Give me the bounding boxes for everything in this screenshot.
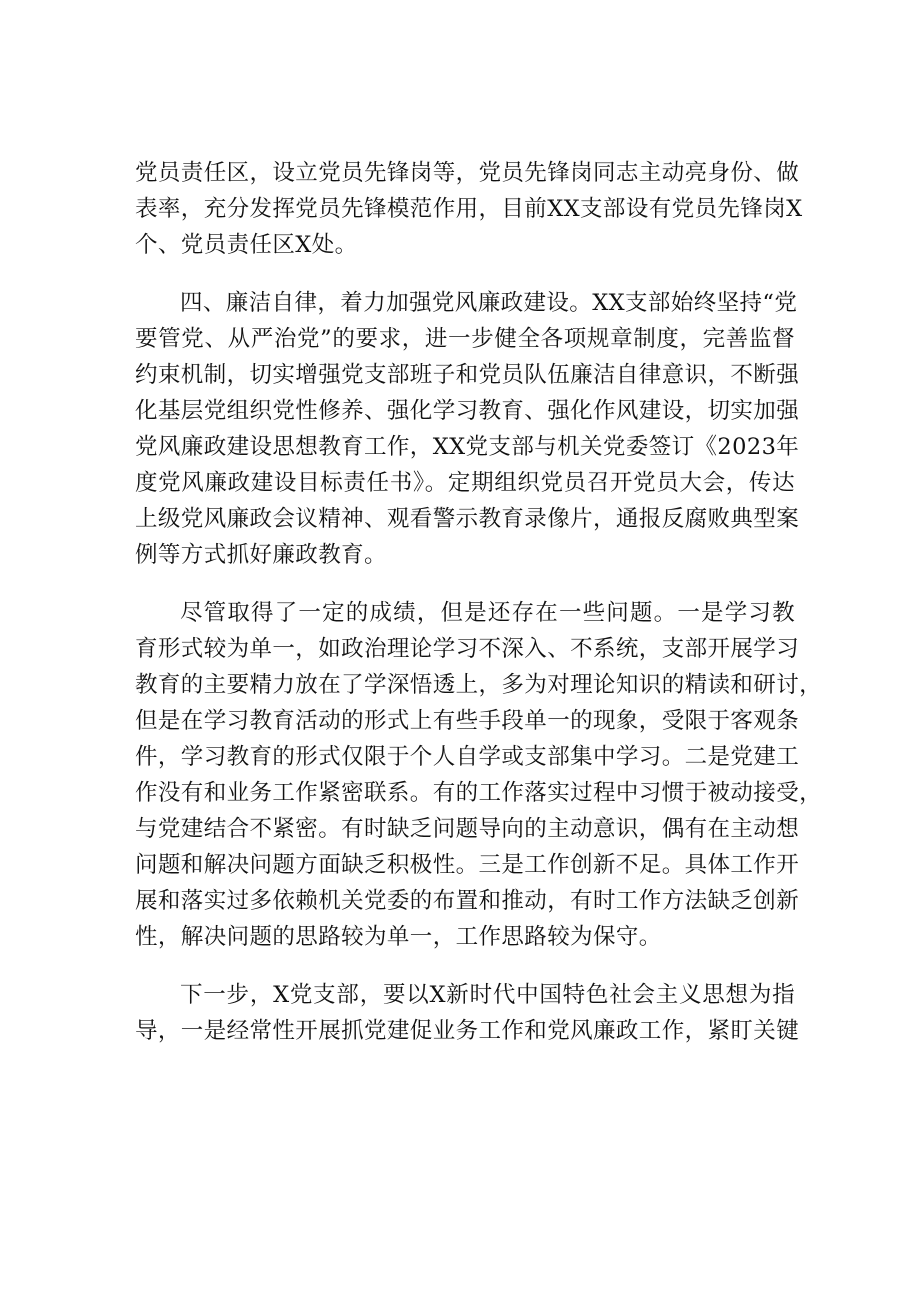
text-line: 导，一是经常性开展抓党建促业务工作和党风廉政工作，紧盯关键 <box>135 1018 800 1044</box>
text-line: 问题和解决问题方面缺乏积极性。三是工作创新不足。具体工作开 <box>135 852 800 878</box>
text-line: 例等方式抓好廉政教育。 <box>135 542 387 568</box>
paragraph-4 <box>135 977 800 1049</box>
text-line: 上级党风廉政会议精神、观看警示教育录像片，通报反腐败典型案 <box>135 506 800 532</box>
text-line: 育形式较为单一，如政治理论学习不深入、不系统，支部开展学习 <box>135 636 800 662</box>
text-line: 个、党员责任区X处。 <box>135 232 358 258</box>
text-line: 要管党、从严治党”的要求，进一步健全各项规章制度，完善监督 <box>135 326 795 352</box>
text-line: 下一步，X党支部，要以X新时代中国特色社会主义思想为指 <box>180 982 795 1008</box>
text-line: 党员责任区，设立党员先锋岗等，党员先锋岗同志主动亮身份、做 <box>135 160 800 186</box>
text-line: 化基层党组织党性修养、强化学习教育、强化作风建设，切实加强 <box>135 398 800 424</box>
text-line: 尽管取得了一定的成绩，但是还存在一些问题。一是学习教 <box>180 600 795 626</box>
text-line: 但是在学习教育活动的形式上有些手段单一的现象，受限于客观条 <box>135 708 800 734</box>
text-line: 教育的主要精力放在了学深悟透上，多为对理论知识的精读和研讨， <box>135 672 823 698</box>
text-line: 四、廉洁自律，着力加强党风廉政建设。XX支部始终坚持“党 <box>180 290 798 316</box>
text-line: 性，解决问题的思路较为单一，工作思路较为保守。 <box>135 924 662 950</box>
paragraph-3 <box>135 595 823 955</box>
text-line: 约束机制，切实增强党支部班子和党员队伍廉洁自律意识，不断强 <box>135 362 800 388</box>
document-body <box>135 155 823 1071</box>
text-line: 表率，充分发挥党员先锋模范作用，目前XX支部设有党员先锋岗X <box>135 196 803 222</box>
text-line: 与党建结合不紧密。有时缺乏问题导向的主动意识，偶有在主动想 <box>135 816 800 842</box>
text-line: 党风廉政建设思想教育工作，XX党支部与机关党委签订《2023年 <box>135 434 800 460</box>
paragraph-2 <box>135 285 800 573</box>
paragraph-1 <box>135 155 803 263</box>
text-line: 度党风廉政建设目标责任书》。定期组织党员召开党员大会，传达 <box>135 470 795 496</box>
text-line: 展和落实过多依赖机关党委的布置和推动，有时工作方法缺乏创新 <box>135 888 800 914</box>
text-line: 作没有和业务工作紧密联系。有的工作落实过程中习惯于被动接受， <box>135 780 823 806</box>
text-line: 件，学习教育的形式仅限于个人自学或支部集中学习。二是党建工 <box>135 744 800 770</box>
